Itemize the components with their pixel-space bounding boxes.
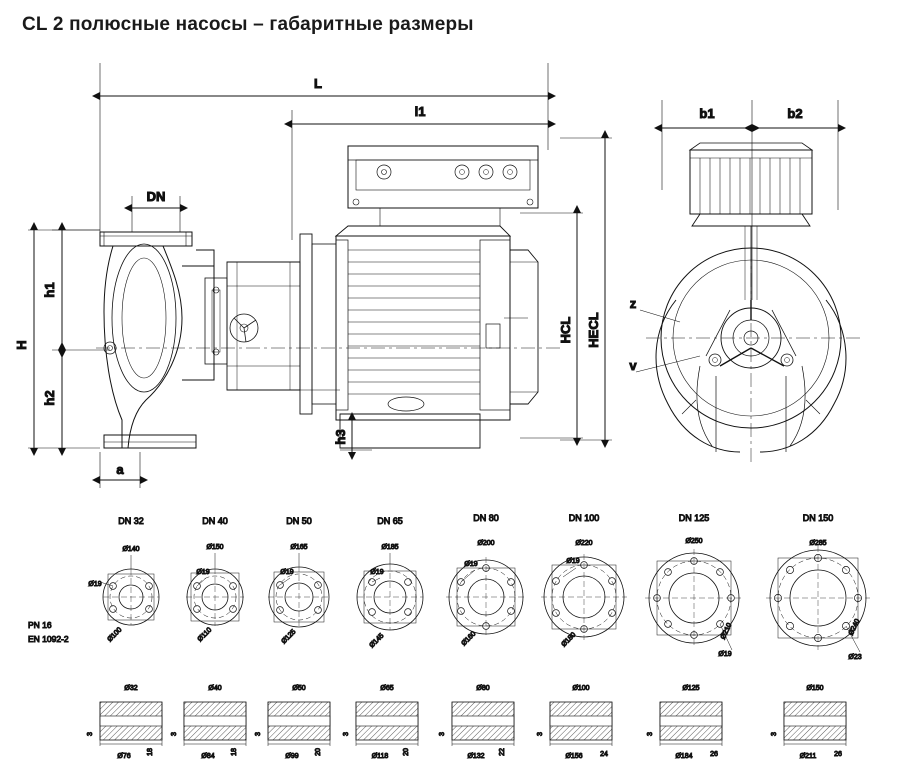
flange-standard-note [28, 620, 69, 644]
section-thk-label: 3 [647, 732, 654, 736]
flange-outer-label: Ø150 [206, 544, 224, 551]
section-len-label: 20 [315, 748, 322, 756]
flange-DN150 [766, 513, 870, 661]
dimension-H [14, 230, 100, 448]
flange-inner-label: Ø160 [460, 630, 478, 648]
label-HCL: HCL [558, 316, 573, 344]
label-v: v [629, 358, 637, 373]
section-len-label: 22 [499, 748, 506, 756]
section-bore-label: Ø40 [208, 685, 222, 692]
dimension-b1 [662, 100, 752, 300]
flange-bolt-label: Ø19 [280, 569, 294, 576]
section-bore-label: Ø125 [682, 685, 700, 692]
flange-inner-label: Ø125 [280, 628, 298, 646]
label-L: L [314, 76, 322, 91]
dimension-L [100, 63, 548, 240]
flange-section-DN32 [87, 685, 162, 760]
flange-dn-label: DN 40 [202, 516, 228, 526]
section-flange-label: Ø99 [285, 753, 299, 760]
section-bore-label: Ø150 [806, 685, 824, 692]
section-len-label: 26 [834, 751, 842, 758]
flange-inner-label: Ø210 [719, 622, 734, 641]
section-bore-label: Ø65 [380, 685, 394, 692]
section-len-label: 18 [147, 748, 154, 756]
section-len-label: 18 [231, 748, 238, 756]
dimension-l1 [292, 104, 548, 240]
section-flange-label: Ø211 [799, 753, 817, 760]
section-bore-label: Ø100 [572, 685, 590, 692]
section-bore-label: Ø50 [292, 685, 306, 692]
flange-dn-label: DN 50 [286, 516, 312, 526]
flange-section-DN125 [647, 685, 722, 760]
flange-bolt-label: Ø19 [464, 561, 478, 568]
label-H: H [14, 340, 29, 350]
section-thk-label: 3 [255, 732, 262, 736]
flange-inner-label: Ø145 [368, 632, 386, 650]
section-bore-label: Ø32 [124, 685, 138, 692]
flange-outer-label: Ø165 [290, 544, 308, 551]
section-flange-label: Ø118 [371, 753, 389, 760]
section-thk-label: 3 [537, 732, 544, 736]
section-bore-label: Ø80 [476, 685, 490, 692]
flange-dn-label: DN 65 [377, 516, 403, 526]
flange-outer-label: Ø220 [575, 540, 593, 547]
section-thk-label: 3 [343, 732, 350, 736]
flange-outer-label: Ø250 [685, 538, 703, 545]
section-flange-label: Ø156 [565, 753, 583, 760]
label-b1: b1 [699, 106, 715, 121]
pump-front-view [629, 143, 860, 462]
flange-DN125 [645, 513, 743, 658]
flange-section-DN150 [771, 685, 846, 760]
section-thk-label: 3 [771, 732, 778, 736]
flange-inner-label: Ø240 [847, 618, 862, 637]
flange-outer-label: Ø200 [477, 540, 495, 547]
flange-bolt-label: Ø23 [848, 654, 862, 661]
section-flange-label: Ø184 [675, 753, 693, 760]
flange-dn-label: DN 100 [568, 513, 600, 523]
flange-inner-label: Ø180 [560, 631, 578, 649]
flange-bolt-label: Ø19 [566, 558, 580, 565]
flange-section-DN65 [343, 685, 418, 760]
flange-dn-label: DN 125 [678, 513, 710, 523]
dimension-h1 [42, 230, 110, 350]
flange-section-DN40 [171, 685, 246, 760]
label-h3: h3 [333, 429, 348, 445]
flange-dn-label: DN 80 [473, 513, 499, 523]
section-flange-label: Ø76 [117, 753, 131, 760]
dimension-HECL [560, 138, 612, 440]
flange-dn-label: DN 150 [802, 513, 834, 523]
standard-line-2: EN 1092-2 [28, 634, 69, 644]
flange-DN32 [88, 516, 159, 643]
pump-side-view [96, 146, 560, 448]
flange-section-DN100 [537, 685, 612, 760]
flange-DN40 [186, 516, 244, 643]
flange-outer-label: Ø185 [381, 544, 399, 551]
flange-DN50 [268, 516, 330, 645]
flange-section-DN50 [255, 685, 330, 760]
label-h1: h1 [42, 282, 57, 298]
label-DN: DN [146, 189, 166, 204]
label-a: a [116, 462, 124, 477]
flange-DN80 [446, 513, 526, 647]
flange-dn-label: DN 32 [118, 516, 144, 526]
section-flange-label: Ø84 [201, 753, 215, 760]
flange-DN100 [541, 513, 627, 648]
dimension-a [100, 452, 140, 488]
label-HECL: HECL [586, 312, 601, 348]
flange-section-DN80 [439, 685, 514, 760]
dimension-h2 [42, 350, 62, 448]
section-len-label: 20 [403, 748, 410, 756]
dimension-HCL [520, 213, 583, 438]
label-b2: b2 [787, 106, 803, 121]
flange-inner-label: Ø110 [196, 626, 214, 644]
flange-bolt-label: Ø19 [718, 651, 732, 658]
dimension-DN [132, 189, 180, 232]
flange-bolt-label: Ø19 [370, 569, 384, 576]
section-flange-label: Ø132 [467, 753, 485, 760]
label-h2: h2 [42, 390, 57, 406]
dimension-b2 [752, 100, 838, 210]
page-title: CL 2 полюсные насосы – габаритные размеры [22, 14, 474, 35]
dimension-h3 [333, 420, 372, 452]
section-len-label: 26 [710, 751, 718, 758]
label-l1: l1 [414, 104, 426, 119]
label-z: z [629, 296, 637, 311]
flange-inner-label: Ø100 [106, 626, 124, 644]
section-len-label: 24 [600, 751, 608, 758]
section-thk-label: 3 [87, 732, 94, 736]
section-thk-label: 3 [171, 732, 178, 736]
standard-line-1: PN 16 [28, 620, 52, 630]
flange-DN65 [357, 516, 423, 649]
flange-outer-label: Ø285 [809, 540, 827, 547]
flange-bolt-label: Ø19 [196, 569, 210, 576]
section-thk-label: 3 [439, 732, 446, 736]
flange-bolt-label: Ø19 [88, 581, 102, 588]
flange-outer-label: Ø140 [122, 546, 140, 553]
